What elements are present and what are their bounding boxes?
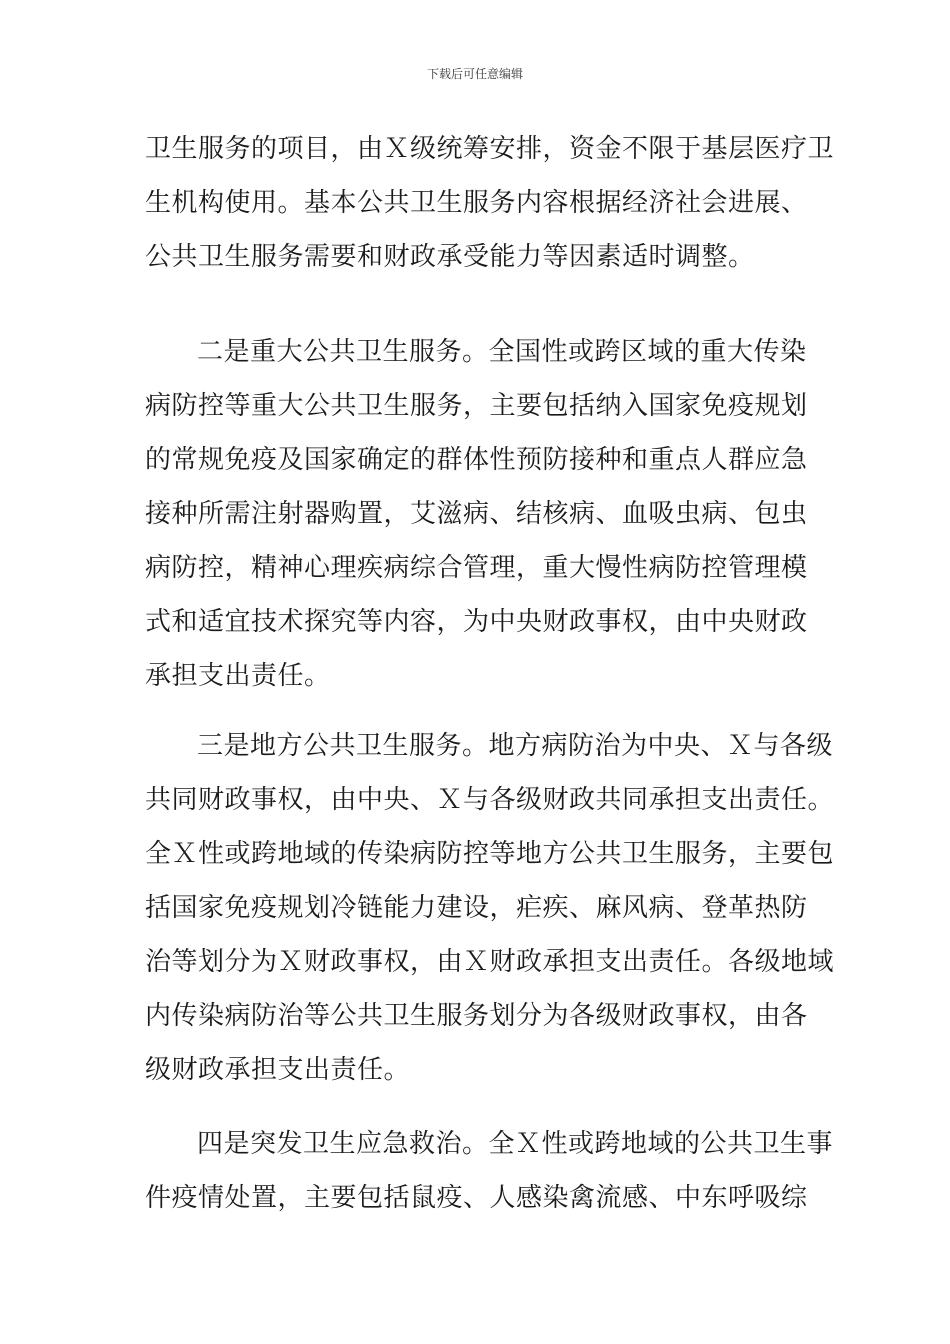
paragraph-line: 四是突发卫生应急救治。全Ｘ性或跨地域的公共卫生事	[197, 1129, 834, 1159]
paragraph-line: 括国家免疫规划冷链能力建设，疟疾、麻风病、登革热防	[145, 893, 808, 923]
paragraph-line: 内传染病防治等公共卫生服务划分为各级财政事权，由各	[145, 1001, 808, 1031]
paragraph-line: 件疫情处置，主要包括鼠疫、人感染禽流感、中东呼吸综	[145, 1183, 808, 1213]
paragraph-line: 承担支出责任。	[145, 661, 331, 691]
paragraph-line: 级财政承担支出责任。	[145, 1055, 411, 1085]
paragraph-1	[145, 122, 835, 284]
paragraph-line: 全Ｘ性或跨地域的传染病防控等地方公共卫生服务，主要包	[145, 839, 835, 869]
paragraph-line: 二是重大公共卫生服务。全国性或跨区域的重大传染	[197, 337, 807, 367]
paragraph-line: 生机构使用。基本公共卫生服务内容根据经济社会进展、	[145, 188, 808, 218]
paragraph-line: 病防控等重大公共卫生服务，主要包括纳入国家免疫规划	[145, 391, 808, 421]
paragraph-line: 卫生服务的项目，由Ｘ级统筹安排，资金不限于基层医疗卫	[145, 134, 835, 164]
paragraph-line: 病防控，精神心理疾病综合管理，重大慢性病防控管理模	[145, 553, 808, 583]
paragraph-line: 的常规免疫及国家确定的群体性预防接种和重点人群应急	[145, 445, 808, 475]
paragraph-line: 三是地方公共卫生服务。地方病防治为中央、Ｘ与各级	[197, 731, 834, 761]
paragraph-4	[145, 1117, 834, 1225]
page-header: 下载后可任意编辑	[426, 67, 523, 81]
paragraph-2	[145, 325, 825, 703]
paragraph-line: 接种所需注射器购置，艾滋病、结核病、血吸虫病、包虫	[145, 499, 808, 529]
paragraph-line: 公共卫生服务需要和财政承受能力等因素适时调整。	[145, 242, 755, 272]
paragraph-line: 式和适宜技术探究等内容，为中央财政事权，由中央财政	[145, 607, 808, 637]
paragraph-line: 治等划分为Ｘ财政事权，由Ｘ财政承担支出责任。各级地域	[145, 947, 835, 977]
paragraph-line: 共同财政事权，由中央、Ｘ与各级财政共同承担支出责任。	[145, 785, 835, 815]
paragraph-3	[145, 719, 835, 1097]
